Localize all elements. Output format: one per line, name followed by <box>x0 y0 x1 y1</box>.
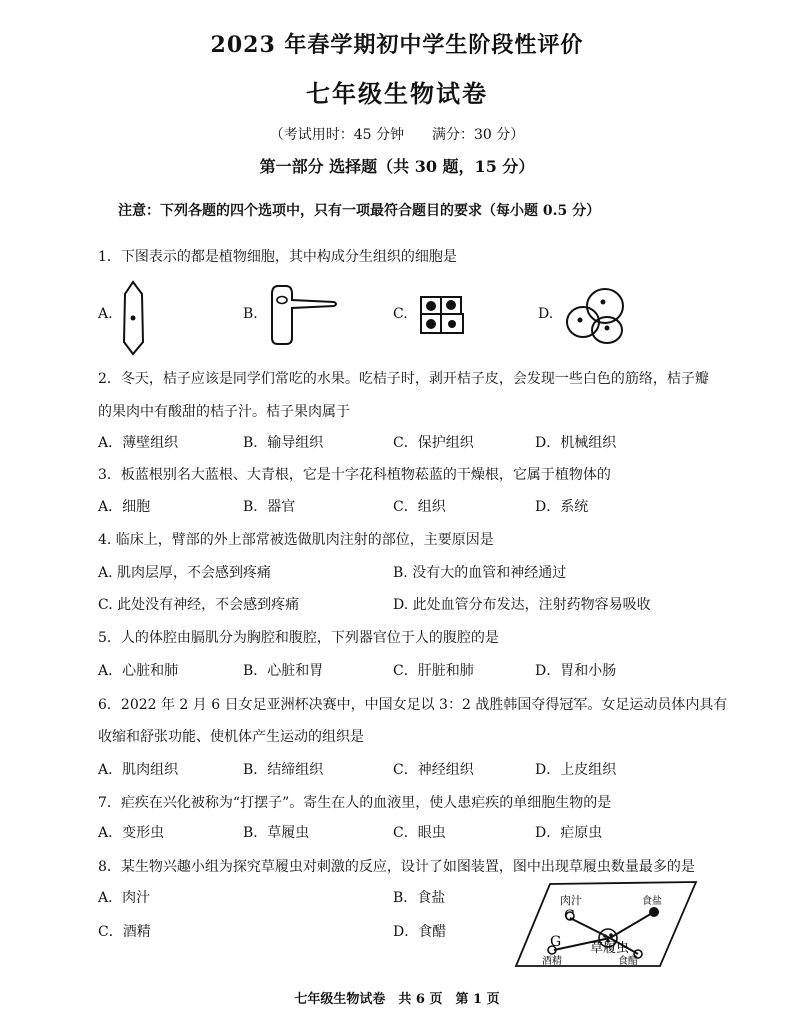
q1-label-b: B. <box>243 306 258 322</box>
q2-stem-line2: 的果肉中有酸甜的桔子汁。桔子果肉属于 <box>98 404 350 420</box>
label-caolvchong: 草履虫 <box>590 941 630 956</box>
q5-stem: 5．人的体腔由膈肌分为胸腔和腹腔，下列器官位于人的腹腔的是 <box>98 630 499 646</box>
label-shiyan: 食盐 <box>642 896 662 907</box>
q4-stem: 4. 临床上，臂部的外上部常被选做肌肉注射的部位，主要原因是 <box>98 532 494 548</box>
q8-stem: 8．某生物兴趣小组为探究草履虫对刺激的反应，设计了如图装置，图中出现草履虫数量最多的是 <box>98 859 695 875</box>
drop-shiyan <box>649 907 659 917</box>
q3-option-a: A．细胞 <box>98 499 151 515</box>
page-footer: 七年级生物试卷 共 6 页 第 1 页 <box>294 992 500 1007</box>
q2-option-c: C．保护组织 <box>393 435 474 451</box>
q7-option-b: B．草履虫 <box>243 825 310 841</box>
q4-option-b: B. 没有大的血管和神经通过 <box>393 565 567 581</box>
label-jiujing: 酒精 <box>542 956 562 967</box>
q2-stem-line1: 2．冬天，桔子应该是同学们常吃的水果。吃桔子时，剥开桔子皮，会发现一些白色的筋络，桔子瓣 <box>98 371 709 387</box>
label-letter-g: G <box>550 934 562 950</box>
q8-experiment-diagram <box>514 880 700 970</box>
label-rouzhi: 肉汁 <box>560 894 582 907</box>
q1-label-c: C. <box>393 306 408 322</box>
q1-cell-a-illustration <box>118 280 148 356</box>
q5-option-d: D．胃和小肠 <box>535 663 617 679</box>
q8-option-a: A．肉汁 <box>98 890 151 906</box>
q3-stem: 3．板蓝根别名大蓝根、大青根，它是十字花科植物菘蓝的干燥根，它属于植物体的 <box>98 467 611 483</box>
section-heading: 第一部分 选择题（共 30 题，15 分） <box>259 157 535 176</box>
exam-subtitle: 七年级生物试卷 <box>306 79 488 108</box>
q2-option-a: A．薄壁组织 <box>98 435 179 451</box>
q6-option-a: A．肌肉组织 <box>98 762 179 778</box>
q4-option-a: A. 肌肉层厚，不会感到疼痛 <box>98 565 272 581</box>
q3-option-b: B．器官 <box>243 499 296 515</box>
q1-cell-d-illustration <box>563 286 627 346</box>
label-letter-c: C <box>564 908 575 924</box>
q3-option-c: C．组织 <box>393 499 446 515</box>
q7-option-c: C．眼虫 <box>393 825 446 841</box>
q1-label-a: A. <box>98 306 113 322</box>
q1-cell-b-illustration <box>268 282 342 348</box>
instructions-note: 注意：下列各题的四个选项中，只有一项最符合题目的要求（每小题 0.5 分） <box>118 203 601 219</box>
q5-option-a: A．心脏和肺 <box>98 663 179 679</box>
q8-option-c: C．酒精 <box>98 924 151 940</box>
q2-option-d: D．机械组织 <box>535 435 617 451</box>
label-shicu: 食醋 <box>618 956 638 967</box>
q6-stem-line1: 6．2022 年 2 月 6 日女足亚洲杯决赛中，中国女足以 3：2 战胜韩国夺得冠军。女足运动员体内具有 <box>98 697 728 713</box>
q7-stem: 7．疟疾在兴化被称为“打摆子”。寄生在人的血液里，使人患疟疾的单细胞生物的是 <box>98 795 612 811</box>
q7-option-d: D．疟原虫 <box>535 825 603 841</box>
q3-option-d: D．系统 <box>535 499 589 515</box>
q4-option-d: D. 此处血管分布发达，注射药物容易吸收 <box>393 597 651 613</box>
q6-option-c: C．神经组织 <box>393 762 474 778</box>
q8-option-d: D．食醋 <box>393 924 447 940</box>
q1-cell-c-illustration <box>418 294 468 338</box>
q8-option-b: B．食盐 <box>393 890 446 906</box>
q1-label-d: D. <box>538 306 554 322</box>
q6-option-d: D．上皮组织 <box>535 762 617 778</box>
q5-option-c: C．肝脏和肺 <box>393 663 474 679</box>
exam-title: 2023 年春学期初中学生阶段性评价 <box>210 32 584 58</box>
q2-option-b: B．输导组织 <box>243 435 324 451</box>
q1-stem: 1．下图表示的都是植物细胞，其中构成分生组织的细胞是 <box>98 249 457 265</box>
q6-stem-line2: 收缩和舒张功能、使机体产生运动的组织是 <box>98 729 364 745</box>
q6-option-b: B．结缔组织 <box>243 762 324 778</box>
q5-option-b: B．心脏和胃 <box>243 663 324 679</box>
q4-option-c: C. 此处没有神经，不会感到疼痛 <box>98 597 300 613</box>
q7-option-a: A．变形虫 <box>98 825 165 841</box>
exam-meta: （考试用时：45 分钟 满分：30 分） <box>269 127 525 143</box>
